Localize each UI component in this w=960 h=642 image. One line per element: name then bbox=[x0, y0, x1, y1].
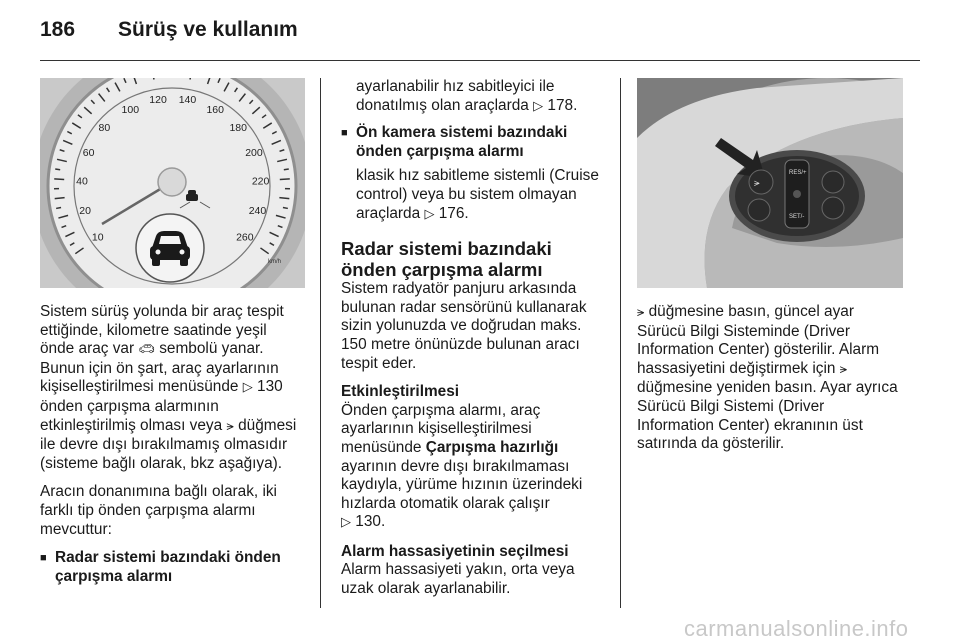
page-ref-icon: ▷ bbox=[533, 98, 544, 114]
page-ref: 176. bbox=[438, 204, 469, 222]
paragraph-1-text: Sistem sürüş yolunda bir araç tespit ettiğinde, kilometre saatinde yeşil önde araç var bbox=[40, 303, 284, 358]
page-ref-icon: ▷ bbox=[424, 206, 435, 222]
speed-label: 180 bbox=[229, 122, 248, 135]
paragraph-sensitivity: Alarm hassasiyeti yakın, orta veya uzak olarak ayarlanabilir. bbox=[341, 561, 575, 598]
page-header bbox=[40, 14, 920, 54]
button-text-a: düğmesine basın, güncel ayar Sürücü Bilgi Sisteminde (Driver Information Center) gösterilir. Alarm hassasiyetini değiştirmek için bbox=[637, 303, 880, 377]
section-heading: Radar sistemi bazındaki önden çarpışma alarmı bbox=[341, 238, 552, 281]
paragraph-button bbox=[637, 303, 903, 454]
set-button-label: SET/- bbox=[789, 214, 805, 220]
page-ref: 178. bbox=[547, 96, 578, 114]
speed-label: 10 bbox=[91, 231, 104, 244]
activation-text-a: Önden çarpışma alarmı, araç ayarlarının kişiselleştirilmesi menüsünde bbox=[341, 401, 541, 456]
speed-label: 140 bbox=[178, 94, 197, 107]
collision-button bbox=[749, 170, 773, 194]
car-icon: 🚗︎ bbox=[138, 342, 155, 358]
bullet-2-description: klasik hız sabitleme sistemli (Cruise control) veya bu sistem olmayan araçlarda bbox=[356, 167, 599, 222]
setting-name: Çarpışma hazırlığı bbox=[425, 438, 559, 456]
steering-wheel-illustration bbox=[637, 78, 903, 288]
dial-tick bbox=[283, 207, 288, 208]
page-ref-icon: ▷ bbox=[242, 380, 253, 396]
dial-tick bbox=[55, 169, 60, 170]
collision-alert-button-icon: ⪫ bbox=[839, 361, 848, 377]
bullet-radar: ■ Radar sistemi bazındaki önden çarpışma alarmı bbox=[40, 549, 305, 586]
speed-label: 240 bbox=[248, 204, 267, 217]
collision-alert-button-icon: ⪫ bbox=[226, 418, 234, 434]
collision-alert-button-icon: ⪫ bbox=[637, 305, 645, 320]
paragraph-2: Aracın donanımına bağlı olarak, iki farklı tip önden çarpışma alarmı mevcuttur: bbox=[40, 483, 277, 538]
bullet-1-continuation-text: ayarlanabilir hız sabitleyici ile donatılmış olan araçlarda bbox=[356, 78, 555, 114]
page-ref: 130. bbox=[355, 513, 386, 531]
bullet-2-text bbox=[341, 167, 609, 224]
paragraph-activation bbox=[341, 402, 609, 533]
paragraph-1-text-b: sembolü yanar. Bunun için ön şart, araç ayarlarının kişiselleştirilmesi menüsünde bbox=[40, 340, 279, 396]
dial-tick bbox=[55, 198, 65, 199]
watermark: carmanualsonline.info bbox=[684, 616, 909, 641]
button-text-b: düğmesine yeniden basın. Ayar ayrıca Sürücü Bilgi Sistemi (Driver Information Center) ekranının üst satırında da gösterilir. bbox=[637, 379, 898, 453]
page-title: Sürüş ve kullanım bbox=[118, 18, 298, 41]
column-divider-2 bbox=[620, 78, 621, 608]
dial-tick bbox=[280, 179, 290, 180]
paragraph-1-text-d: düğmesi ile devre dışı bırakılmamış olmasıdır (sisteme bağlı olarak, bkz aşağıya). bbox=[40, 416, 297, 472]
speed-label: 40 bbox=[76, 175, 88, 188]
speedometer-figure bbox=[40, 78, 305, 288]
subheading-activation: Etkinleştirilmesi bbox=[341, 383, 460, 401]
speed-label: 260 bbox=[236, 231, 254, 244]
svg-text:⪫: ⪫ bbox=[754, 178, 760, 189]
paragraph-1 bbox=[40, 303, 305, 473]
needle-hub bbox=[158, 168, 186, 196]
dial-tick bbox=[56, 207, 61, 208]
speed-label: 160 bbox=[206, 103, 224, 116]
bullet-camera: ■ Ön kamera sistemi bazındaki önden çarpışma alarmı bbox=[341, 124, 609, 161]
steering-wheel-figure bbox=[637, 78, 903, 288]
speed-label: 80 bbox=[98, 122, 111, 135]
paragraph-1-text-c: önden çarpışma alarmının etkinleştirilmiş olması veya bbox=[40, 397, 223, 434]
column-divider-1 bbox=[320, 78, 321, 608]
unit-label: km/h bbox=[268, 259, 282, 265]
column-3 bbox=[637, 303, 903, 464]
dial-tick bbox=[284, 169, 289, 170]
speed-label: 100 bbox=[121, 103, 140, 116]
page-number: 186 bbox=[40, 18, 76, 41]
speed-label: 220 bbox=[251, 175, 270, 188]
dial-tick bbox=[279, 198, 289, 199]
speed-label: 200 bbox=[245, 147, 263, 160]
page-ref-icon: ▷ bbox=[341, 515, 351, 531]
speedometer-illustration bbox=[40, 78, 305, 288]
activation-text-b: ayarının devre dışı bırakılmaması kaydıyla, yürüme hızının üzerindeki hızlarda otomatik olarak çalışır bbox=[341, 457, 583, 512]
paragraph-detect: Sistem radyatör panjuru arkasında bulunan radar sensörünü kullanarak sizin yolunuzda ve doğrudan maks. 150 metre önünüzde bulunan aracı tespit eder. bbox=[341, 280, 587, 372]
subheading-sensitivity: Alarm hassasiyetinin seçilmesi bbox=[341, 542, 569, 560]
dial-tick bbox=[54, 179, 64, 180]
column-1 bbox=[40, 303, 305, 594]
speed-label: 120 bbox=[149, 94, 167, 107]
column-2 bbox=[341, 78, 609, 609]
speed-label: 20 bbox=[79, 204, 91, 217]
page-ref: 130 bbox=[257, 378, 283, 396]
res-button-label: RES/+ bbox=[789, 170, 807, 176]
header-rule bbox=[40, 60, 920, 61]
speed-label: 60 bbox=[82, 147, 95, 160]
bullet-1-continuation bbox=[341, 78, 609, 116]
